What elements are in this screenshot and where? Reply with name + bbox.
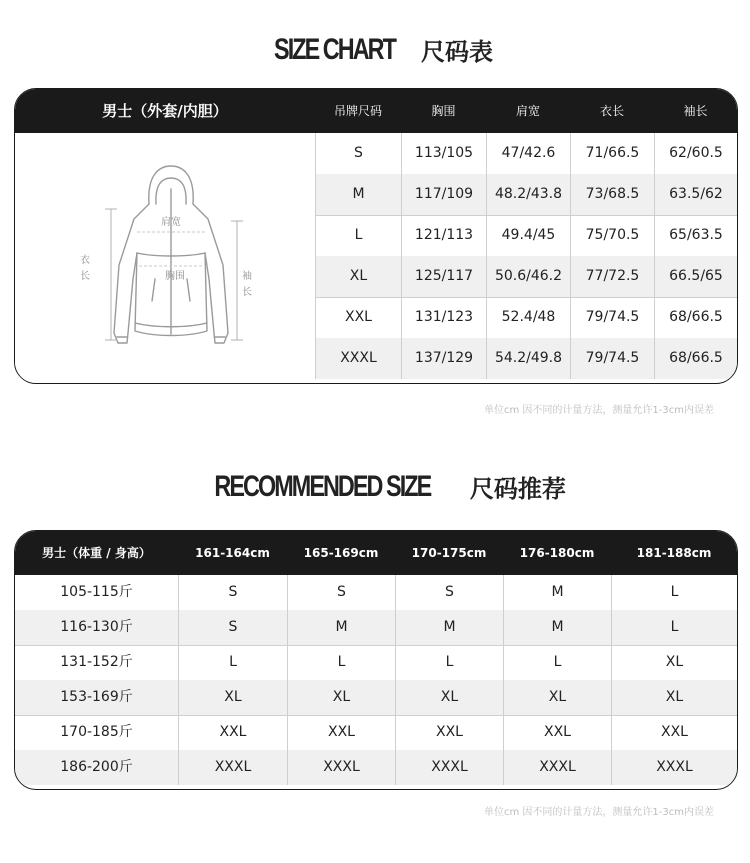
table-cell: XL <box>611 680 737 715</box>
table-cell: 77/72.5 <box>570 256 654 297</box>
product-label: 男士（外套/内胆） <box>102 102 228 120</box>
table-cell: XXXL <box>315 338 401 379</box>
size-chart-title-en: SIZE CHART <box>274 32 395 66</box>
table-cell: 63.5/62 <box>654 174 737 215</box>
table-cell: 131/123 <box>401 297 486 338</box>
table-row <box>315 338 737 379</box>
table-cell: 68/66.5 <box>654 297 737 338</box>
weight-cell: 105-115斤 <box>60 584 133 600</box>
table-cell: M <box>315 174 401 215</box>
table-cell: M <box>503 575 611 610</box>
table-cell: L <box>611 610 737 645</box>
table-cell: XL <box>287 680 395 715</box>
table-cell: L <box>178 645 287 680</box>
table-cell: 79/74.5 <box>570 297 654 338</box>
table-cell: 50.6/46.2 <box>486 256 570 297</box>
table-cell: XXL <box>287 715 395 750</box>
recommended-title-en: RECOMMENDED SIZE <box>214 469 431 503</box>
size-chart-table <box>14 88 738 384</box>
weight-cell: 186-200斤 <box>60 759 133 775</box>
col-header-length: 衣长 <box>599 104 624 118</box>
shoulder-label: 肩宽 <box>161 217 181 228</box>
table-cell: S <box>287 575 395 610</box>
table-cell: XXXL <box>611 750 737 785</box>
weight-cell: 170-185斤 <box>60 724 133 740</box>
recommended-title-cn: 尺码推荐 <box>469 475 566 503</box>
table-row <box>15 750 737 785</box>
table-cell: 125/117 <box>401 256 486 297</box>
col-header-sleeve: 袖长 <box>683 104 708 118</box>
sleeve-label-1: 袖 <box>242 271 252 282</box>
col-header-height-range: 165-169cm <box>303 546 379 560</box>
table-cell: 73/68.5 <box>570 174 654 215</box>
size-chart-title <box>0 32 750 67</box>
table-row <box>315 215 737 257</box>
weight-cell: 153-169斤 <box>60 689 133 705</box>
table-cell: 75/70.5 <box>570 215 654 256</box>
table-cell: M <box>287 610 395 645</box>
sleeve-label-2: 长 <box>242 287 252 298</box>
table-row <box>15 575 737 611</box>
table-cell: XXL <box>178 715 287 750</box>
col-header-chest: 胸围 <box>431 104 456 118</box>
table-cell: L <box>287 645 395 680</box>
table-cell: L <box>611 575 737 610</box>
recommended-title <box>0 469 750 504</box>
table-cell: XXXL <box>395 750 503 785</box>
table-cell: L <box>503 645 611 680</box>
table-cell: XL <box>395 680 503 715</box>
table-cell: 66.5/65 <box>654 256 737 297</box>
table-cell: M <box>503 610 611 645</box>
table-row <box>315 133 737 175</box>
table-cell: L <box>315 215 401 256</box>
table-row <box>315 256 737 298</box>
size-chart-header <box>15 89 737 133</box>
table-cell: S <box>395 575 503 610</box>
table-cell: XL <box>503 680 611 715</box>
table-cell: 62/60.5 <box>654 133 737 174</box>
length-label-2: 长 <box>80 271 90 282</box>
table-cell: XXL <box>503 715 611 750</box>
table-cell: XXXL <box>503 750 611 785</box>
recommended-header <box>15 531 737 575</box>
table-cell: 113/105 <box>401 133 486 174</box>
col-header-height-range: 181-188cm <box>636 546 712 560</box>
jacket-diagram <box>15 133 315 383</box>
col-header-height-range: 176-180cm <box>519 546 595 560</box>
table-cell: 49.4/45 <box>486 215 570 256</box>
table-cell: 48.2/43.8 <box>486 174 570 215</box>
col-header-shoulder: 肩宽 <box>515 104 540 118</box>
table-cell: 65/63.5 <box>654 215 737 256</box>
table-cell: M <box>395 610 503 645</box>
table-cell: L <box>395 645 503 680</box>
table-cell: XXXL <box>178 750 287 785</box>
table-cell: XXL <box>611 715 737 750</box>
length-label-1: 衣 <box>80 255 90 266</box>
col-header-height-range: 170-175cm <box>411 546 487 560</box>
table-cell: 54.2/49.8 <box>486 338 570 379</box>
table-row <box>15 610 737 646</box>
table-row <box>15 645 737 681</box>
table-cell: XXL <box>395 715 503 750</box>
table-cell: S <box>178 575 287 610</box>
table-cell: XXL <box>315 297 401 338</box>
table-cell: XXXL <box>287 750 395 785</box>
table-cell: 68/66.5 <box>654 338 737 379</box>
table-cell: S <box>178 610 287 645</box>
table-cell: 71/66.5 <box>570 133 654 174</box>
table-cell: XL <box>178 680 287 715</box>
weight-cell: 131-152斤 <box>60 654 133 670</box>
table-cell: 47/42.6 <box>486 133 570 174</box>
size-chart-note: 单位cm 因不同的计量方法，测量允许1-3cm内误差 <box>484 405 714 416</box>
table-cell: 117/109 <box>401 174 486 215</box>
size-chart-title-cn: 尺码表 <box>421 38 494 66</box>
table-row <box>15 680 737 716</box>
table-cell: S <box>315 133 401 174</box>
table-row <box>15 715 737 751</box>
col-header-height-range: 161-164cm <box>195 546 270 560</box>
col-header-weight-height: 男士（体重 / 身高） <box>42 546 151 560</box>
col-header-size: 吊牌尺码 <box>333 104 382 118</box>
recommended-note: 单位cm 因不同的计量方法，测量允许1-3cm内误差 <box>484 807 714 818</box>
table-cell: 79/74.5 <box>570 338 654 379</box>
table-row <box>315 174 737 216</box>
weight-cell: 116-130斤 <box>60 619 133 635</box>
table-cell: 52.4/48 <box>486 297 570 338</box>
table-cell: 121/113 <box>401 215 486 256</box>
table-row <box>315 297 737 339</box>
jacket-outline-icon <box>15 133 315 383</box>
table-cell: XL <box>315 256 401 297</box>
table-cell: XL <box>611 645 737 680</box>
recommended-size-table <box>14 530 738 790</box>
table-cell: 137/129 <box>401 338 486 379</box>
chest-label: 胸围 <box>165 271 185 282</box>
